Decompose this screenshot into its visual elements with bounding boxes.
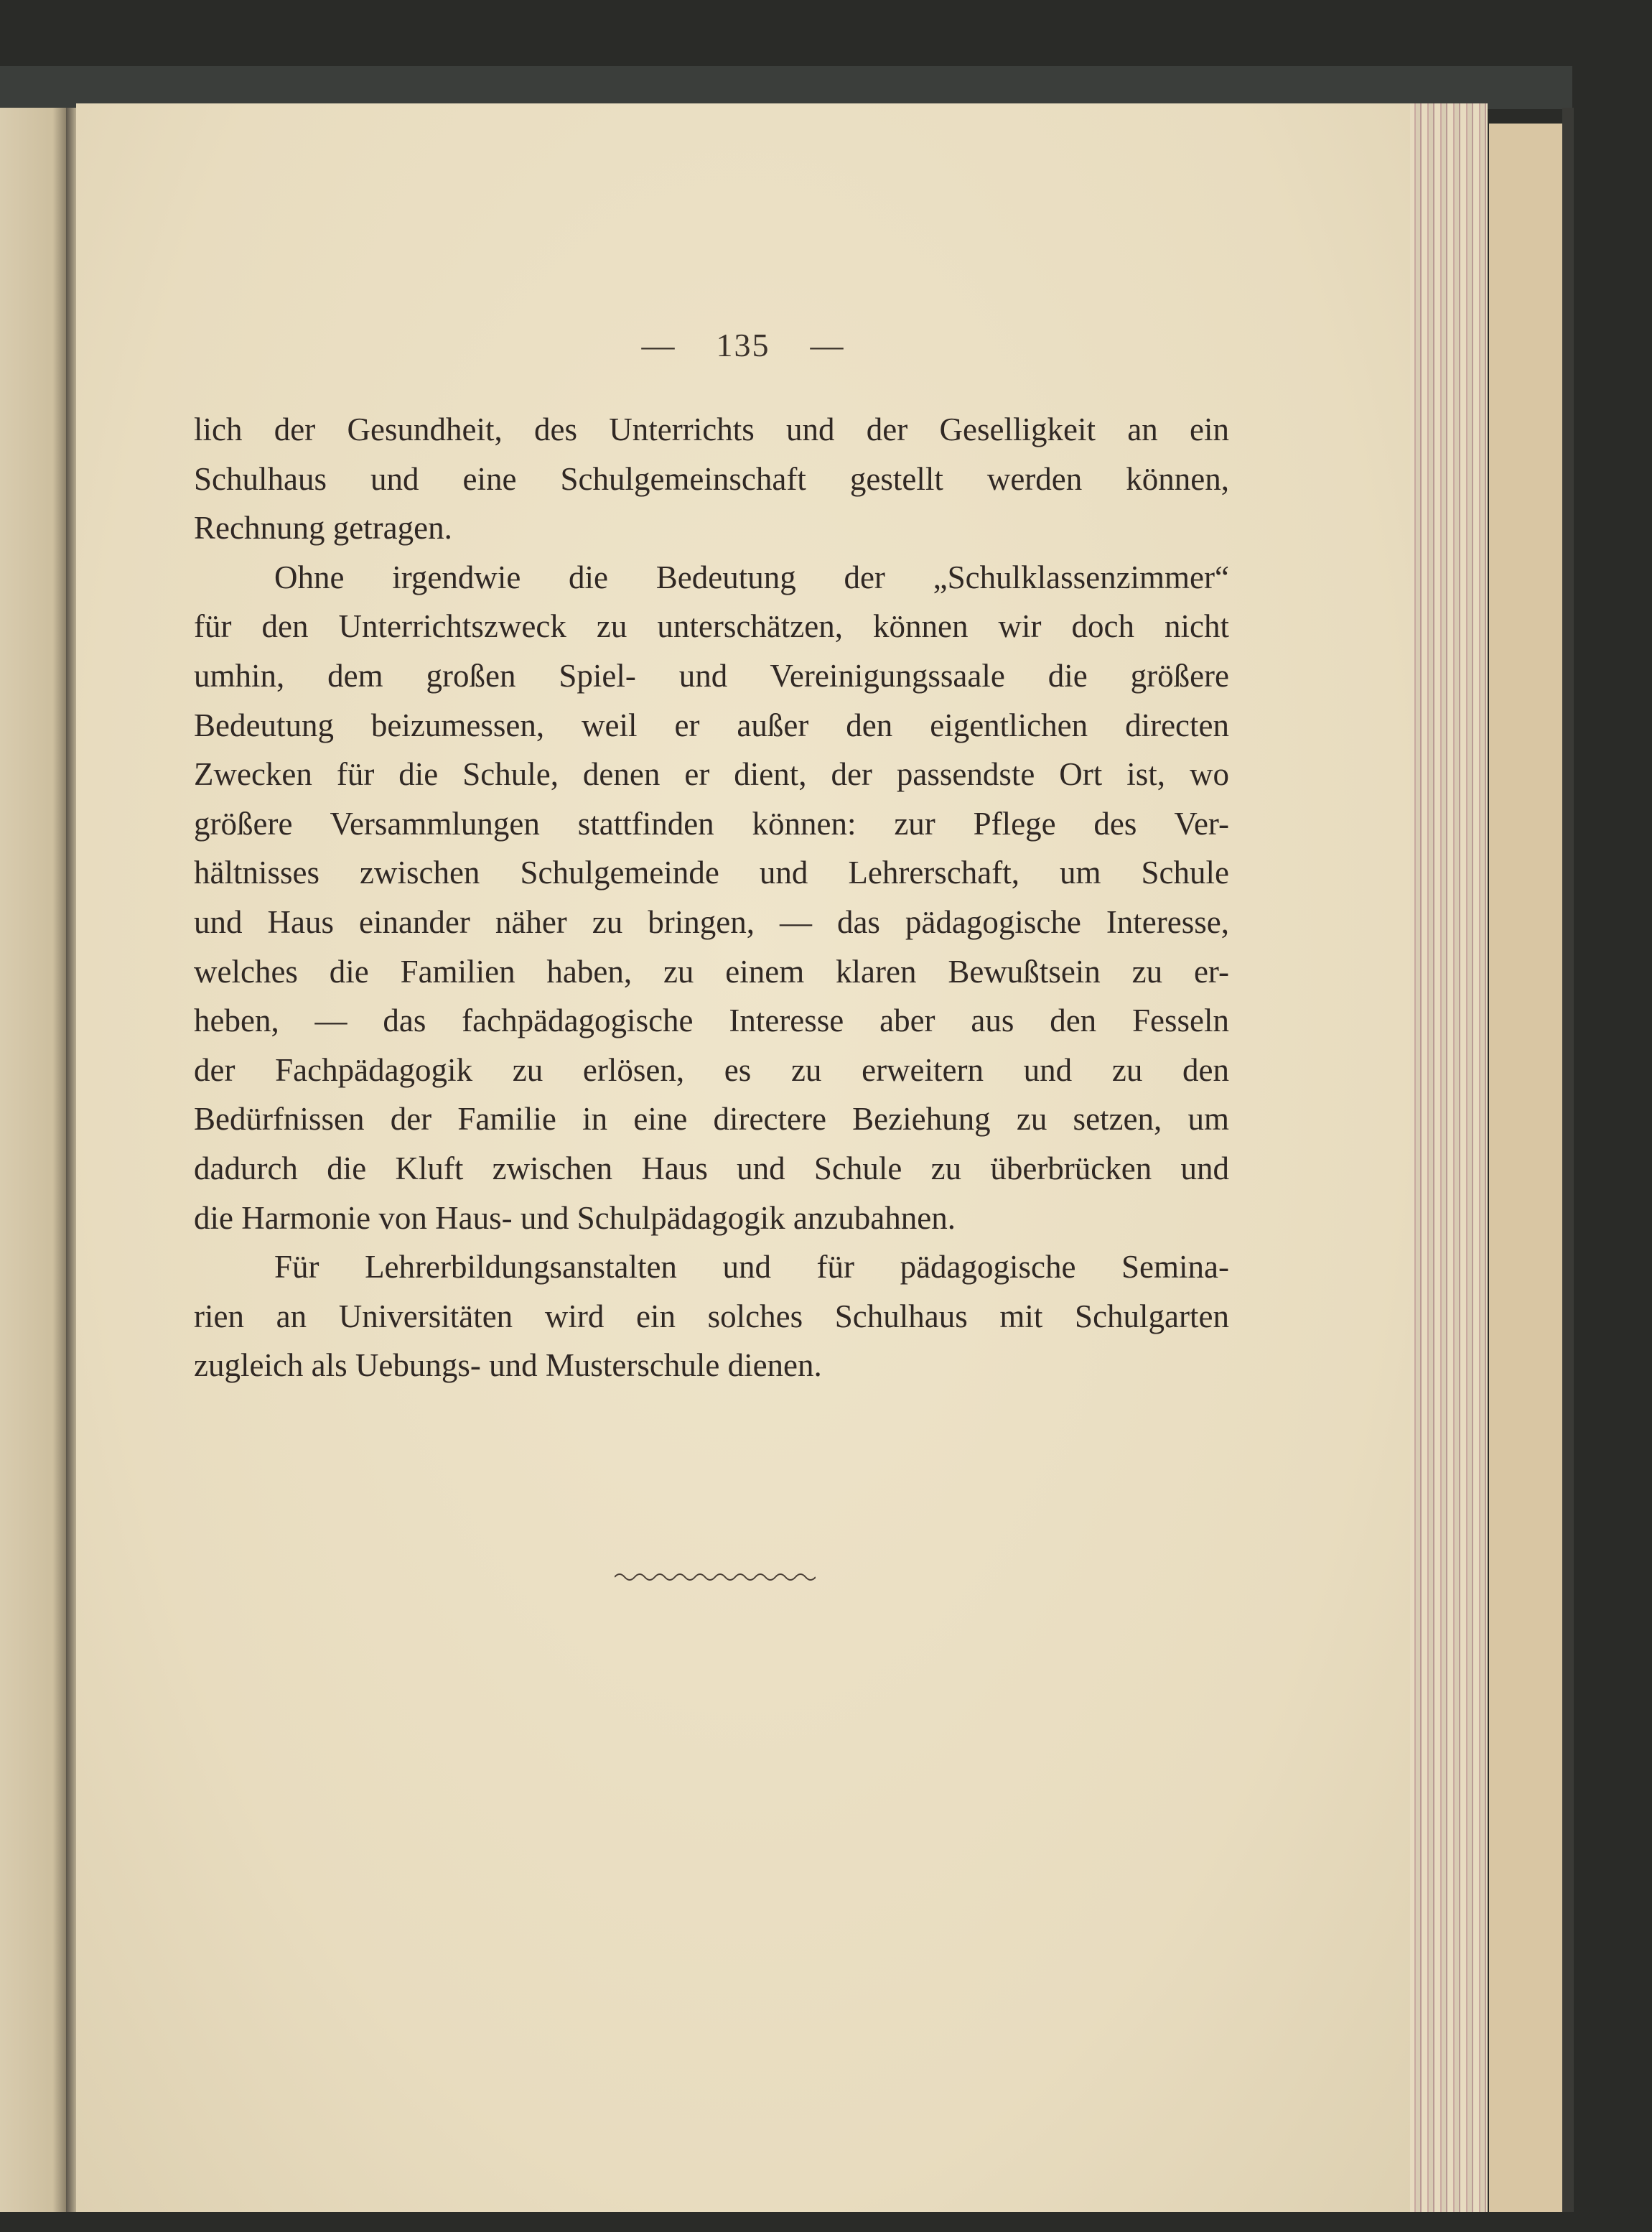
- text-line: Schulhaus und eine Schulgemeinschaft gestellt werden können,: [194, 460, 1229, 497]
- text-line: die Harmonie von Haus- und Schulpädagogik anzubahnen.: [194, 1199, 956, 1236]
- book-gutter: [66, 108, 76, 2212]
- text-line: zugleich als Uebungs- und Musterschule dienen.: [194, 1347, 822, 1384]
- text-line: größere Versammlungen stattfinden können: zur Pflege des Ver-: [194, 805, 1229, 842]
- text-line: welches die Familien haben, zu einem klaren Bewußtsein zu er-: [194, 953, 1229, 990]
- text-line: Für Lehrerbildungsanstalten und für pädagogische Semina-: [274, 1249, 1229, 1285]
- text-line: rien an Universitäten wird ein solches Schulhaus mit Schulgarten: [194, 1298, 1229, 1334]
- text-line: hältnisses zwischen Schulgemeinde und Lehrerschaft, um Schule: [194, 855, 1229, 891]
- page-number-header: [76, 326, 1410, 364]
- text-line: Zwecken für die Schule, denen er dient, der passendste Ort ist, wo: [194, 756, 1229, 793]
- endpaper: [1489, 124, 1562, 2212]
- facing-page-edge: [0, 108, 66, 2212]
- dash-left: —: [641, 327, 676, 363]
- text-line: heben, — das fachpädagogische Interesse aber aus den Fesseln: [194, 1003, 1229, 1039]
- text-line: Rechnung getragen.: [194, 510, 452, 547]
- text-line: dadurch die Kluft zwischen Haus und Schule zu überbrücken und: [194, 1150, 1229, 1186]
- dash-right: —: [810, 327, 845, 363]
- book-cover-band: [0, 66, 1572, 109]
- text-line: Bedeutung beizumessen, weil er außer den eigentlichen directen: [194, 707, 1229, 743]
- text-line: für den Unterrichtszweck zu unterschätzen, können wir doch nicht: [194, 608, 1229, 645]
- text-line: Bedürfnissen der Familie in eine directere Beziehung zu setzen, um: [194, 1101, 1229, 1138]
- page-number: 135: [716, 327, 770, 363]
- text-line: umhin, dem großen Spiel- und Vereinigungssaale die größere: [194, 657, 1229, 694]
- text-line: der Fachpädagogik zu erlösen, es zu erweitern und zu den: [194, 1051, 1229, 1088]
- text-line: Ohne irgendwie die Bedeutung der „Schulklassenzimmer“: [274, 559, 1229, 595]
- body-text: [194, 405, 1229, 1390]
- text-line: lich der Gesundheit, des Unterrichts und der Geselligkeit an ein: [194, 411, 1229, 447]
- page-edges: [1409, 103, 1488, 2212]
- wavy-ornament: [615, 1568, 816, 1586]
- cover-edge: [1562, 108, 1574, 2212]
- text-line: und Haus einander näher zu bringen, — das pädagogische Interesse,: [194, 903, 1229, 940]
- book-page: [76, 103, 1410, 2212]
